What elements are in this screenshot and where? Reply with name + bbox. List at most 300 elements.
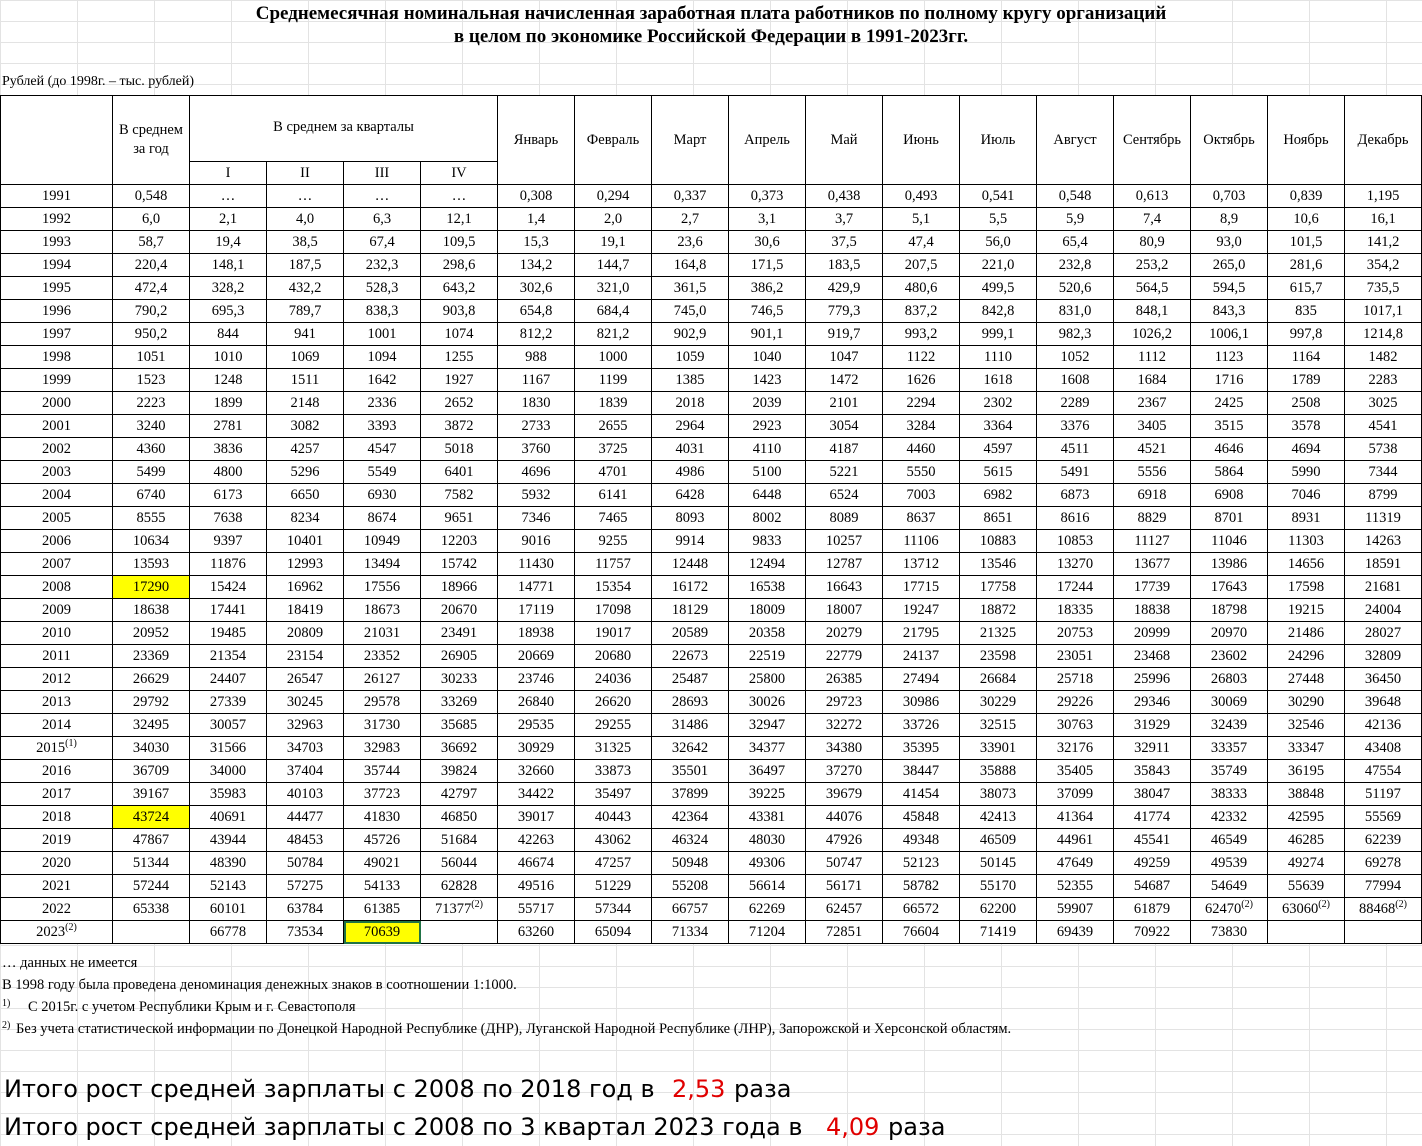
value-cell[interactable] (729, 622, 806, 645)
value-cell[interactable] (267, 369, 344, 392)
value-cell[interactable] (575, 346, 652, 369)
value-cell[interactable] (652, 668, 729, 691)
value-cell[interactable] (421, 231, 498, 254)
value-cell[interactable] (1345, 760, 1422, 783)
value-cell[interactable] (190, 346, 267, 369)
value-cell[interactable] (421, 645, 498, 668)
value-cell[interactable] (1191, 323, 1268, 346)
year-cell[interactable] (1, 185, 113, 208)
year-cell[interactable] (1, 852, 113, 875)
value-cell[interactable] (267, 392, 344, 415)
value-cell[interactable] (421, 760, 498, 783)
value-cell[interactable] (344, 231, 421, 254)
value-cell[interactable] (267, 898, 344, 921)
value-cell[interactable] (806, 369, 883, 392)
value-cell[interactable] (1037, 369, 1114, 392)
value-cell[interactable] (421, 553, 498, 576)
value-cell[interactable] (1268, 737, 1345, 760)
value-cell[interactable] (1037, 829, 1114, 852)
value-cell[interactable] (960, 208, 1037, 231)
value-cell[interactable] (267, 645, 344, 668)
value-cell[interactable] (1345, 921, 1422, 944)
value-cell[interactable] (960, 645, 1037, 668)
value-cell[interactable] (498, 806, 575, 829)
value-cell[interactable] (498, 185, 575, 208)
value-cell[interactable] (1114, 461, 1191, 484)
year-cell[interactable] (1, 346, 113, 369)
value-cell[interactable] (190, 300, 267, 323)
value-cell[interactable] (883, 323, 960, 346)
value-cell[interactable] (190, 852, 267, 875)
value-cell[interactable] (575, 507, 652, 530)
value-cell[interactable] (806, 553, 883, 576)
value-cell[interactable] (1037, 346, 1114, 369)
value-cell[interactable] (806, 599, 883, 622)
value-cell[interactable] (883, 507, 960, 530)
value-cell[interactable] (729, 185, 806, 208)
value-cell[interactable] (652, 875, 729, 898)
value-cell[interactable] (575, 208, 652, 231)
value-cell[interactable] (267, 323, 344, 346)
value-cell[interactable] (1268, 898, 1345, 921)
value-cell[interactable] (652, 691, 729, 714)
value-cell[interactable] (1191, 875, 1268, 898)
value-cell[interactable] (1037, 254, 1114, 277)
value-cell[interactable] (575, 277, 652, 300)
value-cell[interactable] (1037, 438, 1114, 461)
value-cell[interactable] (883, 645, 960, 668)
value-cell[interactable] (806, 760, 883, 783)
value-cell[interactable] (267, 829, 344, 852)
value-cell[interactable] (344, 691, 421, 714)
value-cell[interactable] (960, 323, 1037, 346)
value-cell[interactable] (1191, 599, 1268, 622)
value-cell[interactable] (1268, 392, 1345, 415)
value-cell[interactable] (960, 622, 1037, 645)
value-cell[interactable] (498, 760, 575, 783)
value-cell[interactable] (1268, 185, 1345, 208)
value-cell[interactable] (421, 300, 498, 323)
value-cell[interactable] (883, 691, 960, 714)
value-cell[interactable] (267, 576, 344, 599)
value-cell[interactable] (344, 392, 421, 415)
value-cell[interactable] (1345, 369, 1422, 392)
value-cell[interactable] (1114, 898, 1191, 921)
value-cell[interactable] (1268, 875, 1345, 898)
value-cell[interactable] (267, 185, 344, 208)
value-cell[interactable] (1037, 875, 1114, 898)
value-cell[interactable] (498, 645, 575, 668)
value-cell[interactable] (190, 783, 267, 806)
value-cell[interactable] (960, 806, 1037, 829)
value-cell[interactable] (575, 392, 652, 415)
value-cell[interactable] (1345, 277, 1422, 300)
value-cell[interactable] (575, 530, 652, 553)
value-cell[interactable] (498, 438, 575, 461)
year-cell[interactable] (1, 875, 113, 898)
value-cell[interactable] (806, 829, 883, 852)
value-cell[interactable] (1037, 760, 1114, 783)
value-cell[interactable] (498, 852, 575, 875)
value-cell[interactable] (190, 323, 267, 346)
value-cell[interactable] (883, 484, 960, 507)
value-cell[interactable] (190, 392, 267, 415)
value-cell[interactable] (575, 369, 652, 392)
value-cell[interactable] (883, 806, 960, 829)
value-cell[interactable] (806, 231, 883, 254)
value-cell[interactable] (113, 231, 190, 254)
value-cell[interactable] (267, 208, 344, 231)
year-cell[interactable] (1, 714, 113, 737)
value-cell[interactable] (267, 438, 344, 461)
value-cell[interactable] (729, 277, 806, 300)
value-cell[interactable] (883, 760, 960, 783)
value-cell[interactable] (1345, 668, 1422, 691)
year-cell[interactable] (1, 231, 113, 254)
value-cell[interactable] (498, 921, 575, 944)
value-cell[interactable] (729, 254, 806, 277)
value-cell[interactable] (190, 277, 267, 300)
value-cell[interactable] (1345, 392, 1422, 415)
value-cell[interactable] (575, 898, 652, 921)
value-cell[interactable] (1037, 599, 1114, 622)
value-cell[interactable] (1345, 323, 1422, 346)
value-cell[interactable] (113, 599, 190, 622)
value-cell[interactable] (1345, 415, 1422, 438)
value-cell[interactable] (421, 599, 498, 622)
value-cell[interactable] (267, 300, 344, 323)
value-cell[interactable] (729, 484, 806, 507)
value-cell[interactable] (1268, 484, 1345, 507)
value-cell[interactable] (267, 484, 344, 507)
value-cell[interactable] (344, 530, 421, 553)
value-cell[interactable] (575, 323, 652, 346)
value-cell[interactable] (498, 461, 575, 484)
value-cell[interactable] (806, 783, 883, 806)
value-cell[interactable] (883, 300, 960, 323)
value-cell[interactable] (729, 875, 806, 898)
value-cell[interactable] (1114, 208, 1191, 231)
value-cell[interactable] (1191, 714, 1268, 737)
value-cell[interactable] (729, 415, 806, 438)
value-cell[interactable] (190, 185, 267, 208)
value-cell[interactable] (806, 484, 883, 507)
value-cell[interactable] (1114, 231, 1191, 254)
value-cell[interactable] (344, 806, 421, 829)
value-cell[interactable] (498, 346, 575, 369)
value-cell[interactable] (190, 760, 267, 783)
value-cell[interactable] (113, 507, 190, 530)
value-cell[interactable] (498, 300, 575, 323)
value-cell[interactable] (729, 760, 806, 783)
value-cell[interactable] (960, 599, 1037, 622)
value-cell[interactable] (1268, 806, 1345, 829)
value-cell[interactable] (1114, 576, 1191, 599)
value-cell[interactable] (421, 806, 498, 829)
value-cell[interactable] (113, 461, 190, 484)
value-cell[interactable] (652, 300, 729, 323)
value-cell[interactable] (267, 921, 344, 944)
value-cell[interactable] (1037, 530, 1114, 553)
value-cell[interactable] (1268, 323, 1345, 346)
value-cell[interactable] (421, 898, 498, 921)
value-cell[interactable] (267, 254, 344, 277)
year-cell[interactable] (1, 553, 113, 576)
value-cell[interactable] (575, 852, 652, 875)
value-cell[interactable] (883, 898, 960, 921)
value-cell[interactable] (1268, 852, 1345, 875)
value-cell[interactable] (729, 208, 806, 231)
value-cell[interactable] (960, 898, 1037, 921)
value-cell[interactable] (1114, 760, 1191, 783)
value-cell[interactable] (344, 415, 421, 438)
value-cell[interactable] (806, 415, 883, 438)
value-cell[interactable] (113, 254, 190, 277)
value-cell[interactable] (344, 645, 421, 668)
value-cell[interactable] (1114, 553, 1191, 576)
value-cell[interactable] (1191, 921, 1268, 944)
value-cell[interactable] (960, 714, 1037, 737)
value-cell[interactable] (960, 760, 1037, 783)
value-cell[interactable] (1114, 806, 1191, 829)
value-cell[interactable] (729, 461, 806, 484)
value-cell[interactable] (1345, 599, 1422, 622)
value-cell[interactable] (1345, 898, 1422, 921)
value-cell[interactable] (1191, 576, 1268, 599)
value-cell[interactable] (1191, 760, 1268, 783)
value-cell[interactable] (1345, 346, 1422, 369)
value-cell[interactable] (498, 277, 575, 300)
value-cell[interactable] (1114, 852, 1191, 875)
value-cell[interactable] (729, 507, 806, 530)
value-cell[interactable] (1037, 415, 1114, 438)
value-cell[interactable] (421, 576, 498, 599)
year-cell[interactable] (1, 806, 113, 829)
value-cell[interactable] (498, 783, 575, 806)
value-cell[interactable] (190, 553, 267, 576)
value-cell[interactable] (960, 852, 1037, 875)
value-cell[interactable] (190, 829, 267, 852)
value-cell[interactable] (883, 530, 960, 553)
value-cell[interactable] (575, 254, 652, 277)
value-cell[interactable] (1191, 668, 1268, 691)
value-cell[interactable] (883, 415, 960, 438)
value-cell[interactable] (1268, 461, 1345, 484)
value-cell[interactable] (652, 760, 729, 783)
value-cell[interactable] (575, 438, 652, 461)
value-cell[interactable] (113, 875, 190, 898)
value-cell[interactable] (421, 737, 498, 760)
value-cell[interactable] (652, 898, 729, 921)
value-cell[interactable] (652, 369, 729, 392)
value-cell[interactable] (190, 737, 267, 760)
value-cell[interactable] (498, 714, 575, 737)
value-cell[interactable] (190, 898, 267, 921)
value-cell[interactable] (575, 691, 652, 714)
value-cell[interactable] (498, 898, 575, 921)
value-cell[interactable] (883, 714, 960, 737)
value-cell[interactable] (1037, 806, 1114, 829)
value-cell[interactable] (421, 829, 498, 852)
value-cell[interactable] (883, 254, 960, 277)
value-cell[interactable] (1268, 254, 1345, 277)
value-cell[interactable] (421, 254, 498, 277)
value-cell[interactable] (190, 921, 267, 944)
value-cell[interactable] (883, 438, 960, 461)
value-cell[interactable] (1268, 760, 1345, 783)
value-cell[interactable] (806, 875, 883, 898)
year-cell[interactable] (1, 645, 113, 668)
value-cell[interactable] (652, 231, 729, 254)
value-cell[interactable] (960, 484, 1037, 507)
value-cell[interactable] (267, 553, 344, 576)
value-cell[interactable] (1345, 829, 1422, 852)
value-cell[interactable] (421, 185, 498, 208)
value-cell[interactable] (113, 783, 190, 806)
value-cell[interactable] (1268, 415, 1345, 438)
value-cell[interactable] (575, 599, 652, 622)
value-cell[interactable] (498, 507, 575, 530)
value-cell[interactable] (1268, 300, 1345, 323)
value-cell[interactable] (1345, 208, 1422, 231)
year-cell[interactable] (1, 254, 113, 277)
year-cell[interactable] (1, 369, 113, 392)
value-cell[interactable] (652, 254, 729, 277)
value-cell[interactable] (1037, 392, 1114, 415)
value-cell[interactable] (190, 530, 267, 553)
value-cell[interactable] (1114, 185, 1191, 208)
value-cell[interactable] (1345, 783, 1422, 806)
value-cell[interactable] (1114, 691, 1191, 714)
value-cell[interactable] (1037, 783, 1114, 806)
value-cell[interactable] (113, 898, 190, 921)
value-cell[interactable] (652, 392, 729, 415)
value-cell[interactable] (806, 576, 883, 599)
value-cell[interactable] (498, 323, 575, 346)
value-cell[interactable] (1114, 668, 1191, 691)
value-cell[interactable] (1114, 875, 1191, 898)
value-cell[interactable] (806, 714, 883, 737)
value-cell[interactable] (1191, 461, 1268, 484)
value-cell[interactable] (729, 392, 806, 415)
value-cell[interactable] (1345, 714, 1422, 737)
value-cell[interactable] (1037, 622, 1114, 645)
value-cell[interactable] (960, 438, 1037, 461)
value-cell[interactable] (652, 415, 729, 438)
value-cell[interactable] (1268, 921, 1345, 944)
value-cell[interactable] (1345, 231, 1422, 254)
value-cell[interactable] (1345, 185, 1422, 208)
year-cell[interactable] (1, 898, 113, 921)
value-cell[interactable] (1191, 277, 1268, 300)
value-cell[interactable] (190, 438, 267, 461)
year-cell[interactable] (1, 461, 113, 484)
value-cell[interactable] (344, 438, 421, 461)
value-cell[interactable] (190, 254, 267, 277)
value-cell[interactable] (1037, 461, 1114, 484)
value-cell[interactable] (1345, 645, 1422, 668)
value-cell[interactable] (1268, 668, 1345, 691)
value-cell[interactable] (1345, 553, 1422, 576)
value-cell[interactable] (806, 208, 883, 231)
value-cell[interactable] (267, 599, 344, 622)
value-cell[interactable] (575, 737, 652, 760)
value-cell[interactable] (1037, 507, 1114, 530)
value-cell[interactable] (1114, 921, 1191, 944)
value-cell[interactable] (960, 346, 1037, 369)
value-cell[interactable] (344, 346, 421, 369)
value-cell[interactable] (883, 668, 960, 691)
value-cell[interactable] (498, 829, 575, 852)
value-cell[interactable] (344, 783, 421, 806)
value-cell[interactable] (1191, 392, 1268, 415)
value-cell[interactable] (1268, 714, 1345, 737)
value-cell[interactable] (575, 415, 652, 438)
value-cell[interactable] (1191, 415, 1268, 438)
value-cell[interactable] (421, 277, 498, 300)
value-cell[interactable] (267, 507, 344, 530)
value-cell[interactable] (1268, 231, 1345, 254)
value-cell[interactable] (806, 806, 883, 829)
value-cell[interactable] (113, 346, 190, 369)
value-cell[interactable] (1268, 530, 1345, 553)
value-cell[interactable] (1114, 346, 1191, 369)
value-cell[interactable] (1037, 231, 1114, 254)
value-cell[interactable] (1268, 829, 1345, 852)
value-cell[interactable] (1191, 852, 1268, 875)
value-cell[interactable] (729, 691, 806, 714)
value-cell[interactable] (498, 668, 575, 691)
value-cell[interactable] (575, 921, 652, 944)
value-cell[interactable] (960, 461, 1037, 484)
value-cell[interactable] (960, 415, 1037, 438)
value-cell[interactable] (1345, 461, 1422, 484)
value-cell[interactable] (344, 277, 421, 300)
year-cell[interactable] (1, 691, 113, 714)
value-cell[interactable] (344, 369, 421, 392)
value-cell[interactable] (883, 553, 960, 576)
value-cell[interactable] (1114, 507, 1191, 530)
value-cell[interactable] (1345, 254, 1422, 277)
value-cell[interactable] (267, 530, 344, 553)
value-cell[interactable] (1345, 484, 1422, 507)
year-cell[interactable] (1, 507, 113, 530)
value-cell[interactable] (575, 714, 652, 737)
value-cell[interactable] (1114, 254, 1191, 277)
value-cell[interactable] (960, 691, 1037, 714)
value-cell[interactable] (1037, 921, 1114, 944)
value-cell[interactable] (1037, 898, 1114, 921)
value-cell[interactable] (575, 576, 652, 599)
value-cell[interactable] (1268, 507, 1345, 530)
value-cell[interactable] (421, 852, 498, 875)
value-cell[interactable] (806, 737, 883, 760)
value-cell[interactable] (729, 714, 806, 737)
value-cell[interactable] (344, 553, 421, 576)
value-cell[interactable] (883, 576, 960, 599)
value-cell[interactable] (344, 852, 421, 875)
year-cell[interactable] (1, 277, 113, 300)
year-cell[interactable] (1, 760, 113, 783)
value-cell[interactable] (1191, 806, 1268, 829)
value-cell[interactable] (344, 300, 421, 323)
value-cell[interactable] (113, 576, 190, 599)
value-cell[interactable] (498, 622, 575, 645)
value-cell[interactable] (652, 553, 729, 576)
value-cell[interactable] (344, 185, 421, 208)
value-cell[interactable] (652, 737, 729, 760)
value-cell[interactable] (344, 576, 421, 599)
